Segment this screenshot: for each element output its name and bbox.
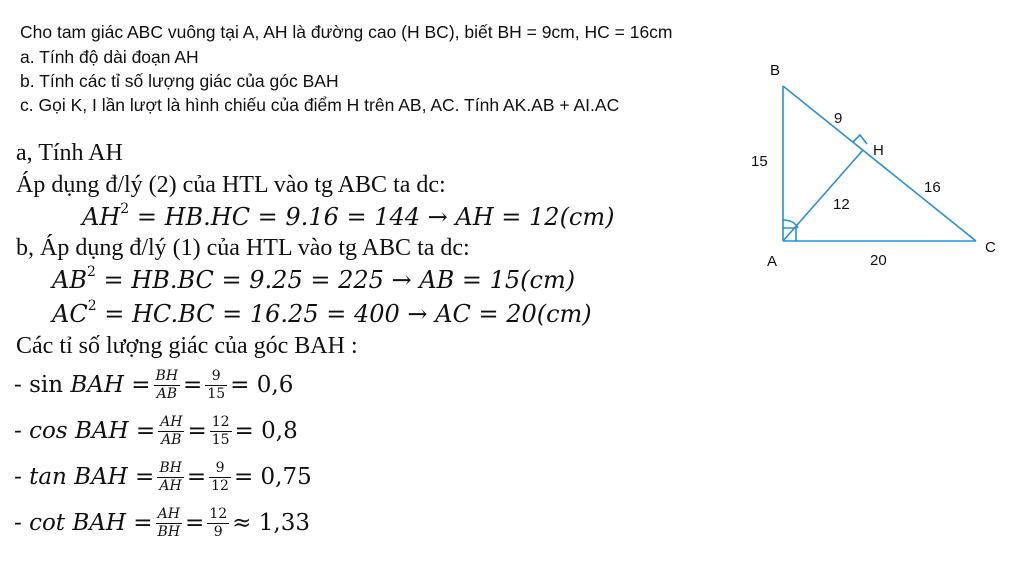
problem-item-c: c. Gọi K, I lần lượt là hình chiếu của điểm H trên AB, AC. Tính AK.AB + AI.AC (20, 95, 620, 115)
vertex-a-label: A (767, 253, 778, 270)
problem-item-a: a. Tính độ dài đoạn AH (20, 47, 199, 67)
vertex-h-label: H (873, 142, 884, 159)
part-a-heading: a, Tính AH (16, 140, 123, 166)
length-bh-label: 9 (834, 110, 843, 127)
ratio-row-tan: - tan BAH = $\frac{BH}{AH}$ = $\frac{9}{12}$ = 0,75 (14, 459, 312, 494)
ratio-row-cot: - cot BAH = $\frac{AH}{BH}$ = $\frac{12}{9}$ ≈ 1,33 (14, 505, 310, 540)
length-hc-label: 16 (924, 179, 941, 196)
length-ah-label: 12 (833, 196, 850, 213)
side-bc (783, 86, 976, 241)
equation-ac: $AC^2 = HC.BC = 16.25 = 400$ → AC = 20(cm) (52, 298, 592, 328)
ratio-row-sin: - sin BAH = $\frac{BH}{AB}$ = $\frac{9}{15}$ = 0,6 (14, 367, 294, 402)
triangle-figure (750, 58, 1010, 278)
vertex-b-label: B (770, 62, 781, 79)
part-b-apply: b, Áp dụng đ/lý (1) của HTL vào tg ABC ta dc: (16, 235, 470, 261)
vertex-c-label: C (985, 239, 996, 256)
ratio-row-cos: - cos BAH = $\frac{AH}{AB}$ = $\frac{12}{15}$ = 0,8 (14, 413, 298, 448)
length-ab-label: 15 (751, 153, 768, 170)
part-a-apply: Áp dụng đ/lý (2) của HTL vào tg ABC ta dc: (16, 172, 446, 198)
length-ac-label: 20 (870, 252, 887, 269)
problem-item-b: b. Tính các tỉ số lượng giác của góc BAH (20, 71, 339, 91)
right-angle-mark-h (853, 135, 867, 144)
equation-ab: $AB^2 = HB.BC = 9.25 = 225$ → AB = 15(cm) (52, 264, 576, 294)
ratios-heading: Các tỉ số lượng giác của góc BAH : (16, 333, 358, 359)
equation-ah: $AH^2 = HB.HC = 9.16 = 144$ → AH = 12(cm) (82, 201, 615, 231)
problem-intro: Cho tam giác ABC vuông tại A, AH là đường cao (H BC), biết BH = 9cm, HC = 16cm (20, 22, 673, 42)
